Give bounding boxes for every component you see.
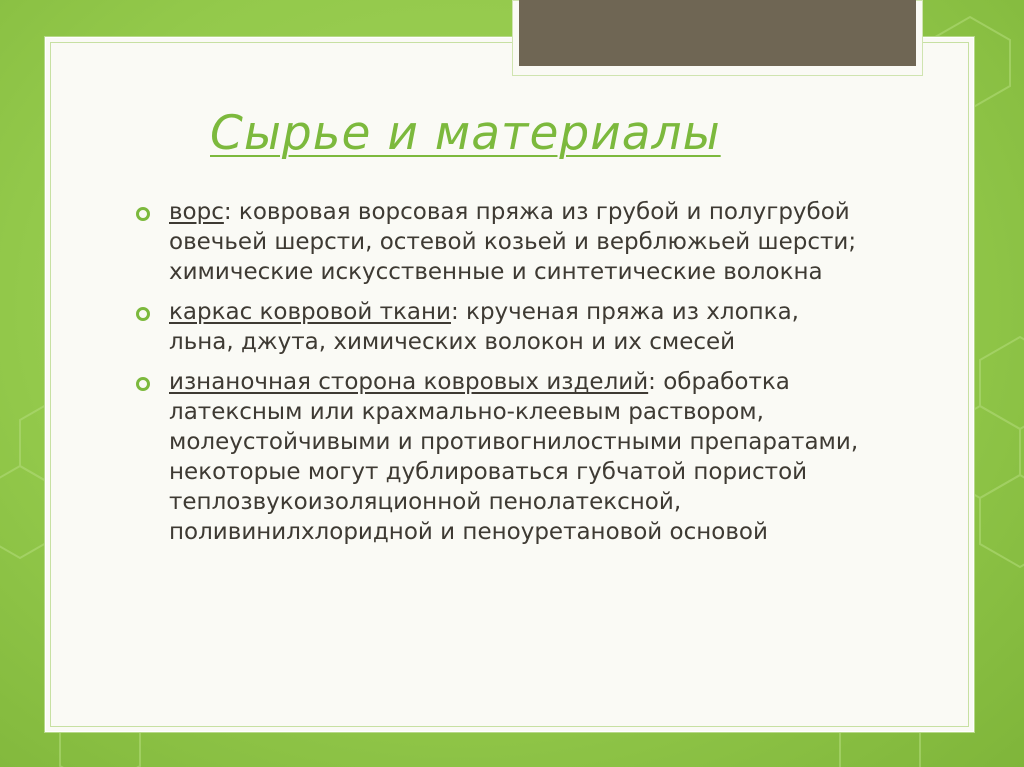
bullet-list [133, 197, 863, 557]
list-item-description: крученая пряжа из хлопка, льна, джута, химических волокон и их смесей [169, 299, 799, 355]
list-item-term: ворс [169, 199, 224, 225]
list-item [133, 197, 863, 287]
list-item-text [169, 197, 863, 287]
circle-bullet-icon [136, 307, 150, 321]
list-item-separator: : [648, 369, 656, 395]
slide-title: Сырье и материалы [210, 106, 721, 161]
list-item-text [169, 297, 863, 357]
circle-bullet-icon [136, 207, 150, 221]
list-item-description: ковровая ворсовая пряжа из грубой и полугрубой овечьей шерсти, остевой козьей и верблюжьей шерсти; химические искусственные и синтетические волокна [169, 199, 857, 285]
list-item-description: обработка латексным или крахмально-клеевым раствором, молеустойчивыми и противогнилостными препаратами, некоторые могут дублироваться губчатой пористой теплозвукоизоляционной пенолатексной, поливинилхлоридной и пеноуретановой основой [169, 369, 859, 545]
list-item-separator: : [223, 199, 232, 225]
circle-bullet-icon [136, 377, 150, 391]
list-item [133, 367, 863, 547]
list-item-separator: : [450, 299, 459, 325]
list-item-text [169, 367, 863, 547]
header-block [519, 0, 916, 66]
list-item-term: изнаночная сторона ковровых изделий [169, 369, 649, 395]
list-item [133, 297, 863, 357]
list-item-term: каркас ковровой ткани [169, 299, 451, 325]
